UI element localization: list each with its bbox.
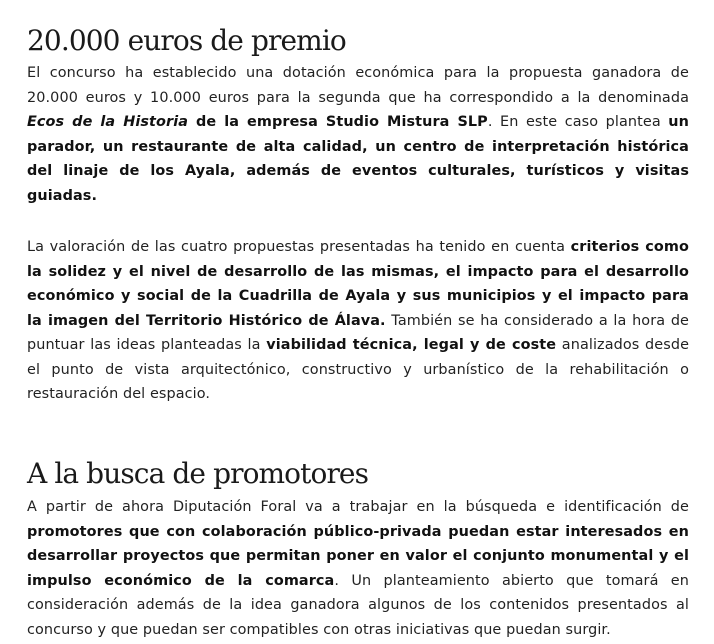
bold-text: criterios como la solidez y el nivel de desarrollo de las mismas, el impacto para el desarrollo económico y social de la Cuadrilla de Ayala y sus municipios y el impacto para la imagen del Territorio Histórico de Álava. [27, 239, 689, 329]
text-run: El concurso ha establecido una dotación económica para la propuesta ganadora de 20.000 euros y 10.000 euros para la segunda que ha correspondido a la denominada [27, 65, 689, 106]
paragraph-valoracion [27, 235, 689, 407]
bold-text: viabilidad técnica, legal y de coste [266, 337, 557, 353]
text-run: . Un planteamiento abierto que tomará en consideración además de la idea ganadora algunos de los contenidos presentados al concurso y que puedan ser compatibles con otras iniciativas que puedan surgir. [27, 572, 689, 638]
section-heading-promotores: A la busca de promotores [27, 457, 369, 490]
italic-title: Ecos de la Historia [27, 114, 189, 130]
bold-text: un parador, un restaurante de alta calidad, un centro de interpretación histórica del linaje de los Ayala, además de eventos culturales, turísticos y visitas guiadas. [27, 114, 689, 204]
text-run: La valoración de las cuatro propuestas presentadas ha tenido en cuenta [27, 239, 571, 255]
bold-text: promotores que con colaboración público-privada puedan estar interesados en desarrollar proyectos que permitan poner en valor el conjunto monumental y el impulso económico de la comarca [27, 523, 689, 589]
text-run: También se ha considerado a la hora de puntuar las ideas planteadas la [27, 312, 690, 353]
paragraph-promotores [27, 495, 689, 642]
text-run: A partir de ahora Diputación Foral va a trabajar en la búsqueda e identificación de [27, 499, 689, 515]
bold-run [27, 114, 488, 130]
text-run: . En este caso plantea [487, 114, 669, 130]
text-run: analizados desde el punto de vista arquitectónico, constructivo y urbanístico de la rehabilitación o restauración del espacio. [27, 337, 690, 402]
paragraph-premio [27, 61, 689, 208]
bold-text: de la empresa Studio Mistura SLP [188, 114, 488, 130]
section-heading-premio: 20.000 euros de premio [27, 24, 346, 57]
